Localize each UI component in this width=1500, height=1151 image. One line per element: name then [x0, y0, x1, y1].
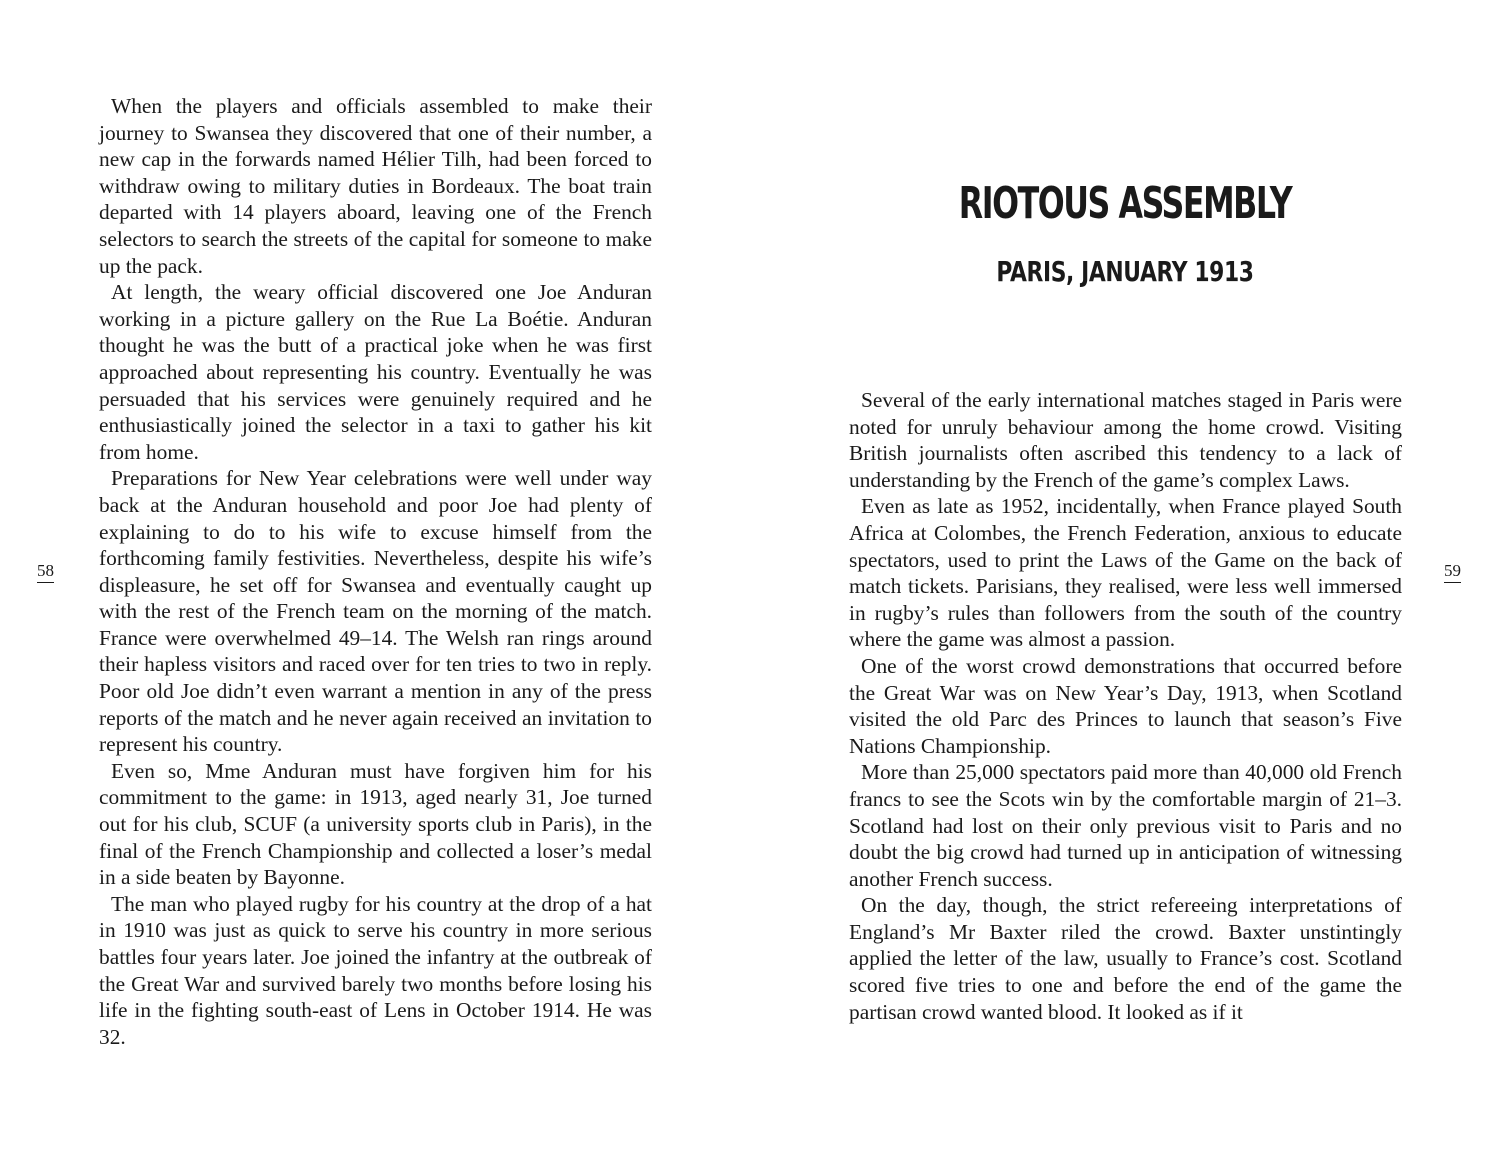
- paragraph: Preparations for New Year celebrations were well under way back at the Anduran household and poor Joe had plenty of explaining to do to his wife to excuse himself from the forthcoming family festivities. Nevertheless, despite his wife’s displeasure, he set off for Swansea and eventually caught up with the rest of the French team on the morning of the match. France were overwhelmed 49–14. The Welsh ran rings around their hapless visitors and raced over for ten tries to two in reply. Poor old Joe didn’t even warrant a mention in any of the press reports of the match and he never again received an invitation to represent his country.: [99, 466, 652, 757]
- chapter-subtitle: PARIS, JANUARY 1913: [996, 255, 1254, 288]
- chapter-title: RIOTOUS ASSEMBLY: [958, 178, 1292, 229]
- page-number-right: 59: [1444, 561, 1461, 583]
- paragraph: At length, the weary official discovered one Joe Anduran working in a picture gallery on the Rue La Boétie. Anduran thought he was the butt of a practical joke when he was first approached about representing his country. Eventually he was persuaded that his services were genuinely required and he enthusiastically joined the selector in a taxi to gather his kit from home.: [99, 280, 652, 464]
- right-body-text: [849, 387, 1402, 1025]
- left-body-text: [99, 93, 652, 1050]
- paragraph: More than 25,000 spectators paid more than 40,000 old French francs to see the Scots win by the comfortable margin of 21–3. Scotland had lost on their only previous visit to Paris and no doubt the big crowd had turned up in anticipation of witnessing another French success.: [849, 760, 1402, 891]
- right-page: [750, 0, 1500, 1151]
- paragraph: Even as late as 1952, incidentally, when France played South Africa at Colombes, the French Federation, anxious to educate spectators, used to print the Laws of the Game on the back of match tickets. Parisians, they realised, were less well immersed in rugby’s rules than followers from the south of the country where the game was almost a passion.: [849, 494, 1402, 652]
- paragraph: The man who played rugby for his country at the drop of a hat in 1910 was just as quick to serve his country in more serious battles four years later. Joe joined the infantry at the outbreak of the Great War and survived barely two months before losing his life in the fighting south-east of Lens in October 1914. He was 32.: [99, 891, 652, 1049]
- paragraph: Even so, Mme Anduran must have forgiven him for his commitment to the game: in 1913, aged nearly 31, Joe turned out for his club, SCUF (a university sports club in Paris), in the final of the French Championship and collected a loser’s medal in a side beaten by Bayonne.: [99, 758, 652, 890]
- paragraph: One of the worst crowd demonstrations that occurred before the Great War was on New Year’s Day, 1913, when Scotland visited the old Parc des Princes to launch that season’s Five Nations Championship.: [849, 653, 1402, 758]
- paragraph: On the day, though, the strict refereeing interpretations of England’s Mr Baxter riled the crowd. Baxter unstintingly applied the letter of the law, usually to France’s cost. Scotland scored five tries to one and before the end of the game the partisan crowd wanted blood. It looked as if it: [849, 893, 1402, 1024]
- page-number-left: 58: [37, 561, 54, 583]
- paragraph: When the players and officials assembled to make their journey to Swansea they discovered that one of their number, a new cap in the forwards named Hélier Tilh, had been forced to withdraw owing to military duties in Bordeaux. The boat train departed with 14 players aboard, leaving one of the French selectors to search the streets of the capital for someone to make up the pack.: [99, 94, 652, 278]
- paragraph: Several of the early international matches staged in Paris were noted for unruly behaviour among the home crowd. Visiting British journalists often ascribed this tendency to a lack of understanding by the French of the game’s complex Laws.: [849, 388, 1402, 492]
